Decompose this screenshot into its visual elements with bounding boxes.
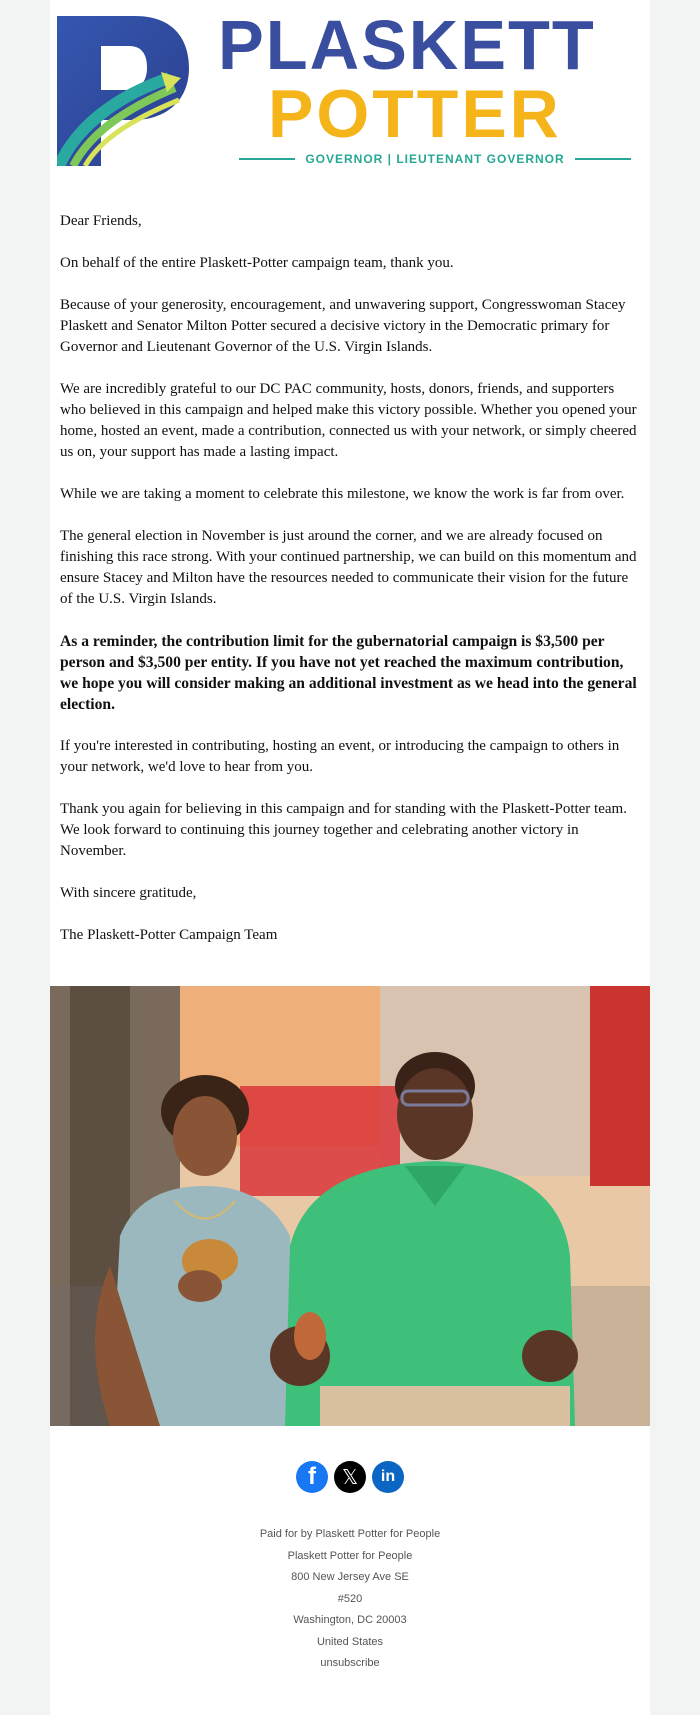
paid-for-disclaimer: Paid for by Plaskett Potter for People	[259, 1528, 441, 1540]
letter-paragraph: We are incredibly grateful to our DC PAC community, hosts, donors, friends, and supporters who believed in this campaign and helped make this victory possible. Whether you opened your home, hosted an event, made a contribution, connected us with your network, or simply cheered us on, your support has made a lasting impact.	[60, 381, 637, 460]
letter-paragraph: Because of your generosity, encouragement, and unwavering support, Congresswoman Stacey Plaskett and Senator Milton Potter secured a decisive victory in the Democratic primary for Governor and Lieutenant Governor of the U.S. Virgin Islands.	[60, 297, 626, 355]
letter-paragraph: While we are taking a moment to celebrate this milestone, we know the work is far from over.	[60, 486, 625, 502]
letter-paragraph: On behalf of the entire Plaskett-Potter campaign team, thank you.	[60, 255, 454, 271]
x-icon[interactable]: 𝕏	[334, 1461, 366, 1493]
unsubscribe-link[interactable]: unsubscribe	[320, 1657, 380, 1669]
campaign-logo	[50, 0, 650, 185]
footer-country: United States	[316, 1635, 384, 1648]
tagline-rule-left	[239, 158, 295, 160]
logo-tagline: GOVERNOR | LIEUTENANT GOVERNOR	[305, 152, 565, 166]
letter-signature: The Plaskett-Potter Campaign Team	[60, 927, 278, 943]
letter-paragraph: Thank you again for believing in this campaign and for standing with the Plaskett-Potter team. We look forward to continuing this journey together and celebrating another victory in November.	[60, 801, 627, 859]
email-container	[50, 0, 650, 1715]
letter-paragraph: If you're interested in contributing, hosting an event, or introducing the campaign to others in your network, we'd love to hear from you.	[60, 738, 620, 775]
candidates-photo-image	[50, 986, 650, 1426]
email-footer	[50, 1524, 650, 1675]
logo-name-plaskett: PLASKETT	[218, 6, 596, 84]
tagline-rule-right	[575, 158, 631, 160]
footer-org-name: Plaskett Potter for People	[287, 1549, 413, 1562]
facebook-icon[interactable]: f	[296, 1461, 328, 1493]
letter-body	[50, 185, 650, 946]
campaign-p-logo-icon	[57, 16, 192, 166]
social-links	[50, 1461, 650, 1493]
linkedin-icon[interactable]: in	[372, 1461, 404, 1493]
letter-greeting: Dear Friends,	[60, 213, 142, 229]
contribution-reminder: As a reminder, the contribution limit for the gubernatorial campaign is $3,500 per person and $3,500 per entity. If you have not yet reached the maximum contribution, we hope you will consider making an additional investment as we head into the general election.	[60, 633, 637, 713]
candidates-photo	[50, 986, 650, 1426]
logo-tagline-row	[230, 150, 640, 168]
footer-city: Washington, DC 20003	[293, 1614, 407, 1626]
footer-address-line-2: #520	[337, 1592, 363, 1605]
footer-address-line-1: 800 New Jersey Ave SE	[291, 1571, 409, 1583]
logo-name-potter: POTTER	[268, 76, 562, 152]
letter-paragraph: The general election in November is just around the corner, and we are already focused on finishing this race strong. With your continued partnership, we can build on this momentum and ensure Stacey and Milton have the resources needed to communicate their vision for the future of the U.S. Virgin Islands.	[60, 528, 637, 607]
letter-closing: With sincere gratitude,	[60, 885, 197, 901]
